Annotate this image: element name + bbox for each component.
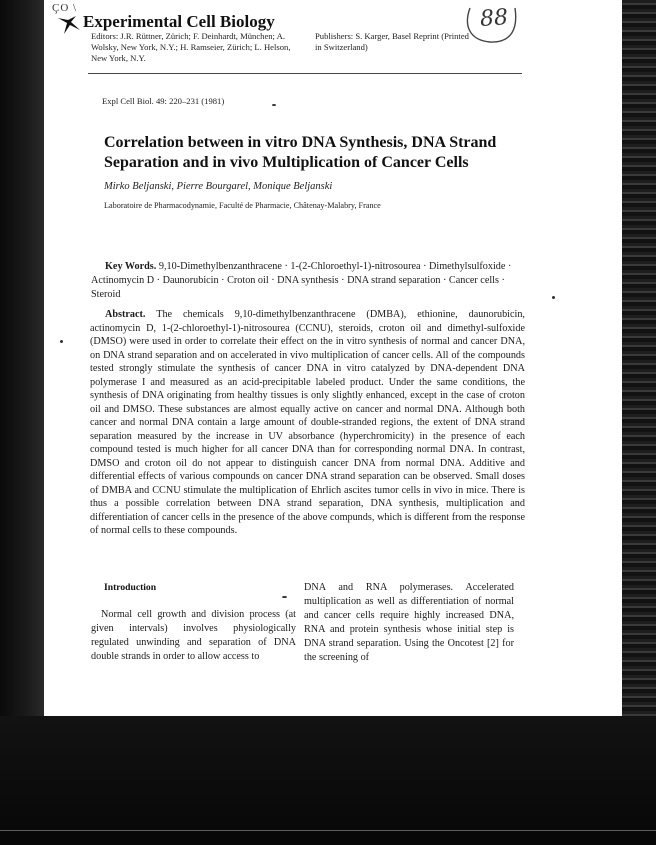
journal-publisher: Publishers: S. Karger, Basel Reprint (Printed in Switzerland): [315, 31, 469, 52]
journal-title: Experimental Cell Biology: [83, 12, 275, 31]
corner-handwritten-mark: ÇO \: [52, 2, 78, 14]
scan-border-bottom: [0, 716, 656, 845]
keywords-text: 9,10-Dimethylbenzanthracene · 1-(2-Chloroethyl-1)-nitrosourea · Dimethylsulfoxide · Actinomycin D · Daunorubicin · Croton oil · DNA synthesis · DNA strand separation · Cancer cells · Steroid: [91, 261, 512, 300]
journal-editors: Editors: J.R. Rüttner, Zürich; F. Deinhardt, München; A. Wolsky, New York, N.Y.; H. Ramseier, Zürich; L. Helson, New York, N.Y.: [91, 31, 291, 63]
journal-logo-icon: [56, 14, 82, 36]
header-divider: [88, 73, 522, 74]
introduction-heading: Introduction: [104, 582, 157, 593]
scan-artifact-line: [0, 830, 656, 831]
abstract-text: The chemicals 9,10-dimethylbenzanthracene (DMBA), ethionine, daunorubicin, actinomycin D, 1-(2-chloroethyl-1)-nitrosourea (CCNU), steroids, croton oil and dimethyl-sulfoxide (DMSO) were used in order to correlate their effect on the in vitro synthesis of normal and cancer DNA, on DNA strand separation and on accelerated in vivo multiplication of cancer cells. All of the compounds tested strongly stimulate the synthesis of cancer DNA in vitro catalyzed by DNA-dependent DNA polymerase I and measured as an acid-precipitable labeled product. Under the same conditions, the synthesis of DNA originating from healthy tissues is only slightly enhanced, except in the case of croton oil and DMSO. These substances are almost equally active on cancer and normal DNA. Although both cancer and normal DNA contain a large amount of double-stranded regions, the extent of DNA strand separation measured by the increase in UV absorbance (hyperchromicity) in the presence of each compound tested is much higher for all cancer DNA than for corresponding normal DNA. In contrast, DMSO and croton oil do not appear to distinguish cancer DNA from normal DNA. Additive and differential effects of various compounds on cancer DNA strand separation can be observed. Small doses of DMBA and CCNU stimulate the multiplication of Ehrlich ascites tumor cells in vivo in mice. There is thus a possible correlation between DNA strand separation, DNA synthesis, multiplication and differentiation of cancer cells in the presence of the above compunds, which is different from the response of normal cells to these compounds.: [90, 309, 525, 536]
scan-speck: [272, 104, 276, 106]
keywords: [91, 260, 523, 302]
abstract-label: Abstract.: [105, 309, 146, 320]
affiliation: Laboratoire de Pharmacodynamie, Faculté de Pharmacie, Châtenay-Malabry, France: [104, 201, 381, 210]
article-title: Correlation between in vitro DNA Synthesis, DNA Strand Separation and in vivo Multiplication of Cancer Cells: [104, 134, 497, 171]
keywords-label: Key Words.: [105, 261, 157, 272]
introduction-left-column: Normal cell growth and division process (at given intervals) involves physiologically regulated unwinding and separation of DNA double strands in order to allow access to: [91, 609, 296, 662]
authors: Mirko Beljanski, Pierre Bourgarel, Monique Beljanski: [104, 181, 333, 192]
scan-speck: [282, 596, 287, 598]
introduction-right-column: DNA and RNA polymerases. Accelerated multiplication as well as differentiation of normal and cancer cells require highly increased DNA, RNA and protein synthesis whose initial step is DNA strand separation. Using the Oncotest [2] for the screening of: [304, 582, 514, 663]
handwritten-number: 88: [479, 5, 509, 32]
abstract: [90, 308, 525, 538]
scan-speck: [60, 340, 63, 343]
citation: Expl Cell Biol. 49: 220–231 (1981): [102, 96, 225, 106]
scan-speck: [552, 296, 555, 299]
